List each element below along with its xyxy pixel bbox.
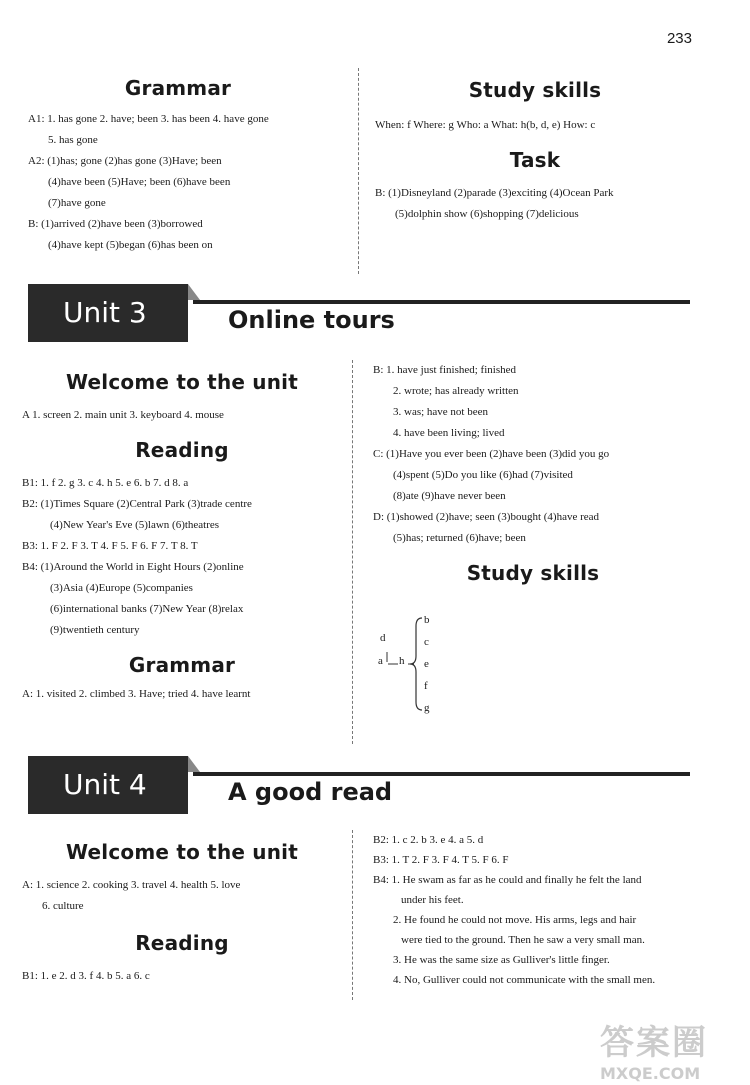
answer-line: (5)dolphin show (6)shopping (7)delicious <box>395 208 579 220</box>
answer-line: D: (1)showed (2)have; seen (3)bought (4)have read <box>373 511 600 523</box>
u4-left-column <box>22 842 342 987</box>
task-heading: Task <box>509 148 561 172</box>
answer-line: B3: 1. F 2. F 3. T 4. F 5. F 6. F 7. T 8. T <box>22 540 198 552</box>
diagram-node-e: e <box>424 658 429 670</box>
study-skills-heading: Study skills <box>468 78 602 102</box>
answer-line: C: (1)Have you ever been (2)have been (3)did you go <box>373 448 610 460</box>
answer-line: 5. has gone <box>48 134 98 146</box>
welcome-heading: Welcome to the unit <box>65 370 298 394</box>
diagram-node-d: d <box>380 632 386 644</box>
diagram-node-b: b <box>424 614 430 626</box>
diagram-lines <box>370 610 470 720</box>
u4-right-column <box>373 830 703 990</box>
study-skills-diagram <box>370 610 470 720</box>
reading-heading: Reading <box>135 931 229 955</box>
u3-right-column <box>373 360 693 584</box>
diagram-node-h: h <box>399 655 405 667</box>
banner-rule <box>193 772 690 776</box>
answer-line: B2: 1. c 2. b 3. e 4. a 5. d <box>373 834 484 846</box>
answer-line: B1: 1. e 2. d 3. f 4. b 5. a 6. c <box>22 970 150 982</box>
column-divider <box>352 360 353 744</box>
answer-line: B1: 1. f 2. g 3. c 4. h 5. e 6. b 7. d 8. a <box>22 477 189 489</box>
banner-rule <box>193 300 690 304</box>
diagram-node-c: c <box>424 636 429 648</box>
answer-line: (4)have kept (5)began (6)has been on <box>48 239 213 251</box>
welcome-heading: Welcome to the unit <box>65 840 298 864</box>
answer-line: (9)twentieth century <box>50 624 140 636</box>
answer-line: B4: 1. He swam as far as he could and finally he felt the land <box>373 874 642 886</box>
answer-line: B2: (1)Times Square (2)Central Park (3)trade centre <box>22 498 252 510</box>
answer-line: 2. wrote; has already written <box>393 385 519 397</box>
answer-line: A: 1. visited 2. climbed 3. Have; tried 4. have learnt <box>22 688 251 700</box>
answer-line: When: f Where: g Who: a What: h(b, d, e) How: c <box>375 119 596 131</box>
answer-line: under his feet. <box>401 894 464 906</box>
answer-line: (5)has; returned (6)have; been <box>393 532 526 544</box>
column-divider <box>352 830 353 1000</box>
watermark-logo <box>600 1015 740 1083</box>
unit-3-banner <box>28 284 690 342</box>
study-skills-heading: Study skills <box>466 561 600 585</box>
diagram-node-f: f <box>424 680 428 692</box>
answer-line: (4)spent (5)Do you like (6)had (7)visited <box>393 469 573 481</box>
watermark-url: MXQE.COM <box>600 1064 701 1083</box>
unit-title: A good read <box>228 778 393 806</box>
watermark-text: 答案圈 <box>600 1023 708 1063</box>
answer-line: B: (1)arrived (2)have been (3)borrowed <box>28 218 203 230</box>
u2-left-column <box>28 78 328 256</box>
unit-title: Online tours <box>228 306 395 334</box>
answer-line: (3)Asia (4)Europe (5)companies <box>50 582 193 594</box>
banner-corner <box>188 756 200 772</box>
answer-line: A1: 1. has gone 2. have; been 3. has been 4. have gone <box>28 113 269 125</box>
answer-line: (4)have been (5)Have; been (6)have been <box>48 176 231 188</box>
banner-corner <box>188 284 200 300</box>
u2-right-column <box>375 80 695 225</box>
unit-4-banner <box>28 756 690 814</box>
answer-line: were tied to the ground. Then he saw a very small man. <box>401 934 645 946</box>
column-divider <box>358 68 359 274</box>
answer-line: 3. was; have not been <box>393 406 488 418</box>
answer-line: (4)New Year's Eve (5)lawn (6)theatres <box>50 519 220 531</box>
answer-line: A 1. screen 2. main unit 3. keyboard 4. mouse <box>22 409 224 421</box>
answer-line: (7)have gone <box>48 197 106 209</box>
answer-line: 4. have been living; lived <box>393 427 505 439</box>
answer-line: 2. He found he could not move. His arms, legs and hair <box>393 914 637 926</box>
unit-label: Unit 4 <box>28 756 188 814</box>
reading-heading: Reading <box>135 438 229 462</box>
answer-line: A: 1. science 2. cooking 3. travel 4. health 5. love <box>22 879 241 891</box>
answer-line: B: (1)Disneyland (2)parade (3)exciting (4)Ocean Park <box>375 187 614 199</box>
answer-line: 3. He was the same size as Gulliver's little finger. <box>393 954 610 966</box>
answer-line: 6. culture <box>42 900 84 912</box>
grammar-heading: Grammar <box>124 76 232 100</box>
answer-line: B: 1. have just finished; finished <box>373 364 516 376</box>
u3-left-column <box>22 372 342 705</box>
page-number: 233 <box>666 30 692 47</box>
diagram-node-g: g <box>424 702 430 714</box>
unit-label: Unit 3 <box>28 284 188 342</box>
answer-line: A2: (1)has; gone (2)has gone (3)Have; been <box>28 155 222 167</box>
diagram-node-a: a <box>378 655 383 667</box>
answer-line: (8)ate (9)have never been <box>393 490 506 502</box>
answer-line: B4: (1)Around the World in Eight Hours (2)online <box>22 561 244 573</box>
answer-line: (6)international banks (7)New Year (8)relax <box>50 603 244 615</box>
answer-line: 4. No, Gulliver could not communicate with the small men. <box>393 974 656 986</box>
grammar-heading: Grammar <box>128 653 236 677</box>
answer-line: B3: 1. T 2. F 3. F 4. T 5. F 6. F <box>373 854 509 866</box>
